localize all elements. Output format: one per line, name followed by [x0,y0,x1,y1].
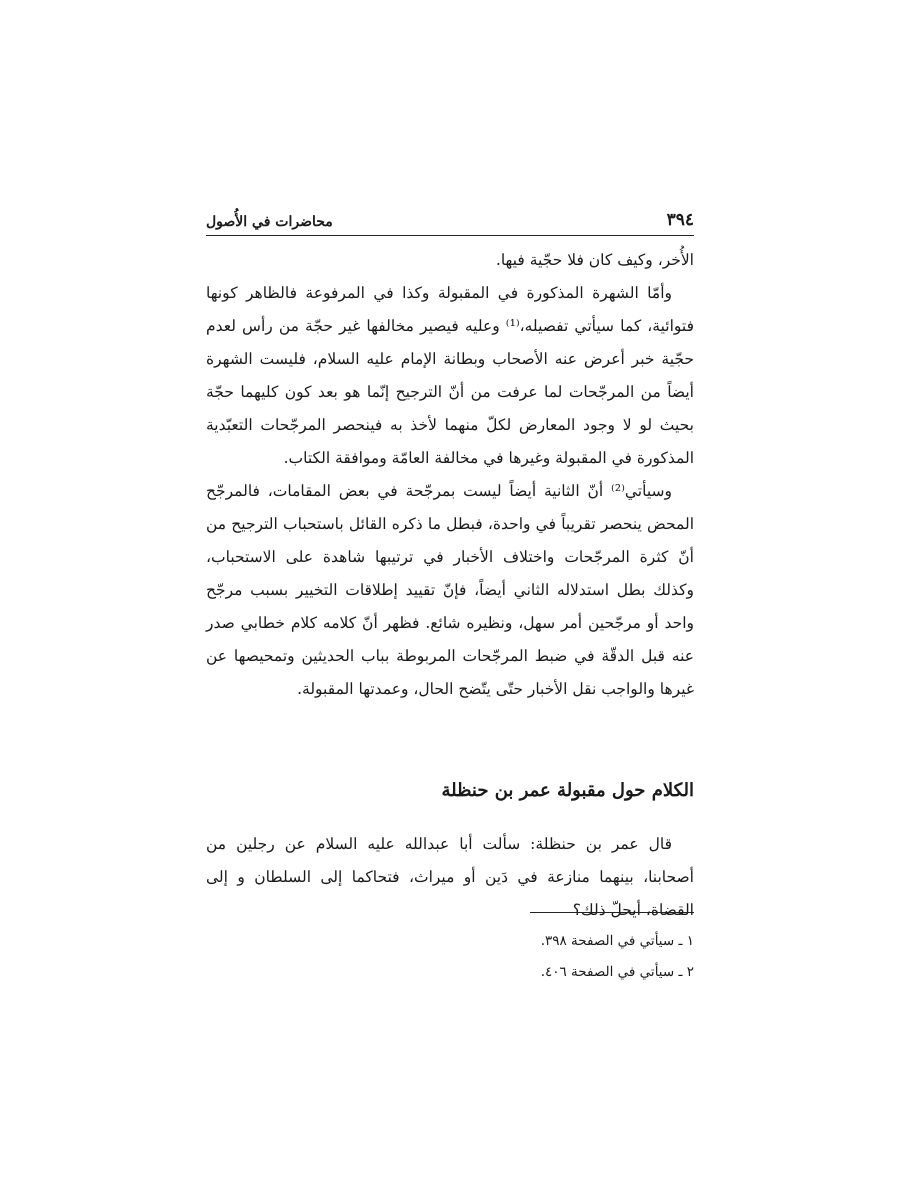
paragraph-1: الأُخر، وكيف كان فلا حجّية فيها. [495,251,694,269]
footnote-1: ١ ـ سيأتي في الصفحة ٣٩٨. [540,933,694,949]
book-title: محاضرات في الأُصول [206,214,333,230]
page-number: ٣٩٤ [666,210,694,230]
running-header [206,200,694,236]
footnote-divider [530,912,694,913]
paragraph-2: وأمّا الشهرة المذكورة في المقبولة وكذا في المرفوعة فالظاهر كونها فتوائية، كما سيأتي تفصيله،⁽¹⁾ وعليه فيصير مخالفها غير حجّة من رأس لعدم حجّية خبر أعرض عنه الأصحاب وبطانة الإمام عليه السلام، فليست الشهرة أيضاً من المرجّحات لما عرفت من أنّ الترجيح إنّما هو بعد كون كليهما حجّة بحيث لو لا وجود المعارض لكلّ منهما لأخذ به فينحصر المرجّحات التعبّدية المذكورة في المقبولة وغيرها في مخالفة العامّة وموافقة الكتاب. [206,284,694,467]
quote-paragraph: قال عمر بن حنظلة: سألت أبا عبدالله عليه السلام عن رجلين من أصحابنا، بينهما منازعة في دَين أو ميراث، فتحاكما إلى السلطان و إلى القضاة، أيحلّ ذلك؟ [206,835,694,919]
footnote-2: ٢ ـ سيأتي في الصفحة ٤٠٦. [540,964,694,980]
main-text [206,244,694,706]
footnotes [206,926,694,988]
section-heading: الكلام حول مقبولة عمر بن حنظلة [441,780,694,801]
paragraph-3: وسيأتي⁽²⁾ أنّ الثانية أيضاً ليست بمرجّحة في بعض المقامات، فالمرجّح المحض ينحصر تقريباً في واحدة، فبطل ما ذكره القائل باستحباب الترجيح من أنّ كثرة المرجّحات واختلاف الأخبار في ترتيبها شاهدة على الاستحباب، وكذلك بطل استدلاله الثاني أيضاً، فإنّ تقييد إطلاقات التخيير بسبب مرجّح واحد أو مرجّحين أمر سهل، ونظيره شائع. فظهر أنّ كلامه كلام خطابي صدر عنه قبل الدقّة في ضبط المرجّحات المربوطة بباب الحديثين وتمحيصها عن غيرها والواجب نقل الأخبار حتّى يتّضح الحال، وعمدتها المقبولة. [206,482,694,698]
